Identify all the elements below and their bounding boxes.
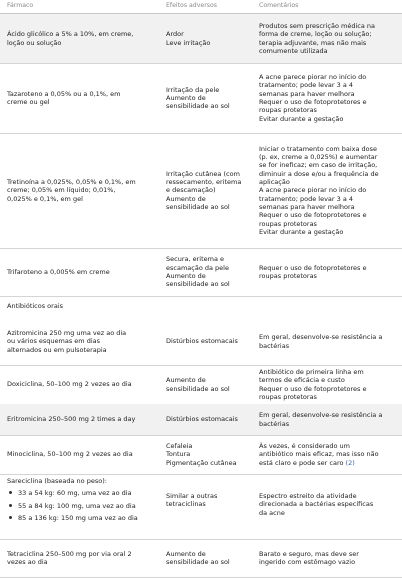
comments-cell-line: termos de eficácia e custo [259, 376, 345, 385]
drug-cell-line: 0,025% e 0,1%, em gel [7, 194, 83, 203]
table-row [0, 539, 402, 578]
section-heading-oral-antibiotics: Antibióticos orais [7, 302, 64, 310]
comments-cell-line: se for ineficaz; em caso de irritação, [259, 161, 378, 170]
comments-cell-line: direcionada a bactérias específicas [259, 500, 374, 509]
comments-cell-line [259, 459, 394, 467]
table-row [0, 435, 402, 475]
adverse-effects-cell [166, 133, 252, 248]
drug-cell-line: vezes ao dia [7, 558, 48, 566]
drug-cell [7, 404, 157, 435]
bullet-dot-icon [9, 516, 12, 519]
adverse-effects-cell-line: sensibilidade ao sol [166, 558, 230, 566]
adverse-effects-cell-line: tetraciclinas [166, 500, 206, 509]
drug-cell-line: alternados ou em pulsoterapia [7, 345, 107, 354]
comments-cell [259, 318, 394, 365]
adverse-effects-cell-line: Aumento de [166, 549, 206, 558]
adverse-effects-cell-line: sensibilidade ao sol [166, 384, 230, 393]
comments-cell-line: roupas protetoras [259, 272, 317, 280]
comments-cell-line: semanas para haver melhora [259, 89, 355, 98]
dose-bullet [7, 502, 157, 510]
comments-cell-line: aplicação [259, 178, 290, 187]
comments-cell-line: Requer o uso de fotoprotetores e [259, 263, 367, 272]
table-row [0, 63, 402, 134]
comments-cell [259, 435, 394, 474]
adverse-effects-cell-line: Tontura [166, 450, 191, 459]
adverse-effects-cell-line: Distúrbios estomacais [166, 337, 238, 346]
adverse-effects-cell-line: Aumento de [166, 93, 206, 102]
reference-link[interactable]: (2) [345, 458, 355, 467]
adverse-effects-cell [166, 404, 252, 435]
comments-cell-line: (p. ex, creme a 0,025%) e aumentar [259, 153, 378, 162]
drug-cell-line: Ácido glicólico a 5% a 10%, em creme, [7, 30, 134, 39]
drug-cell-line: Tretinoína a 0,025%, 0,05% e 0,1%, em [7, 178, 136, 187]
adverse-effects-cell [166, 63, 252, 133]
table-row [0, 404, 402, 436]
comments-cell-line: ingerido com estômago vazio [259, 558, 356, 566]
comments-cell-line: A acne parece piorar no início do [259, 186, 367, 195]
adverse-effects-cell-line: Aumento de [166, 376, 206, 385]
adverse-effects-cell-line: escamação da pele [166, 263, 229, 272]
comments-cell [259, 14, 394, 63]
table-row [0, 365, 402, 405]
table-row [0, 133, 402, 249]
comments-cell-line: roupas protetoras [259, 106, 317, 115]
comments-cell [259, 539, 394, 577]
comments-cell-line: A acne parece piorar no início do [259, 73, 367, 82]
adverse-effects-cell-line: Ardor [166, 30, 184, 39]
comments-cell-line: tratamento; pode levar 3 a 4 [259, 81, 354, 90]
comments-cell-line: tratamento; pode levar 3 a 4 [259, 194, 354, 203]
comments-cell-line: Antibiótico de primeira linha em [259, 367, 364, 376]
drug-cell-line: loção ou solução [7, 38, 62, 47]
drug-cell [7, 14, 157, 63]
dose-bullet-text: 33 a 54 kg: 60 mg, uma vez ao dia [18, 489, 132, 498]
adverse-effects-cell [166, 14, 252, 63]
bullet-dot-icon [9, 504, 12, 507]
drug-cell-line: Doxiciclina, 50–100 mg 2 vezes ao dia [7, 380, 132, 389]
adverse-effects-cell-line: sensibilidade ao sol [166, 202, 230, 211]
comments-cell-line: Iniciar o tratamento com baixa dose [259, 144, 378, 153]
comments-cell-line: roupas protetoras [259, 219, 317, 228]
comments-cell-line: Evitar durante a gestação [259, 227, 344, 236]
drug-cell [7, 63, 157, 133]
bullet-dot-icon [9, 491, 12, 494]
table-row [0, 318, 402, 366]
adverse-effects-cell-line: Distúrbios estomacais [166, 415, 238, 424]
dose-bullet [7, 514, 157, 522]
comments-cell-line: semanas para haver melhora [259, 202, 355, 211]
comments-cell-text: está claro e pode ser caro [259, 458, 346, 467]
table-row [0, 474, 402, 540]
adverse-effects-cell-line: e descamação) [166, 186, 216, 195]
comments-cell-line: bactérias [259, 419, 290, 428]
comments-cell-line: Produtos sem prescrição médica na [259, 21, 376, 30]
adverse-effects-cell-line: Aumento de [166, 194, 206, 203]
adverse-effects-cell [166, 539, 252, 577]
adverse-effects-cell-line: Similar a outras [166, 492, 218, 500]
drug-cell [7, 133, 157, 248]
drug-cell-line: creme ou gel [7, 98, 50, 106]
adverse-effects-cell [166, 365, 252, 404]
comments-cell-line: Requer o uso de fotoprotetores e [259, 98, 367, 106]
comments-cell-line: Às vezes, é considerado um [259, 442, 351, 451]
drug-cell [7, 248, 157, 296]
adverse-effects-cell-line: Secura, eritema e [166, 255, 225, 264]
adverse-effects-cell-line: Cefaleia [166, 442, 193, 451]
adverse-effects-cell-line: Irritação cutânea (com [166, 169, 240, 178]
comments-cell-line: antibiótico mais eficaz, mas isso não [259, 450, 379, 459]
comments-cell-line: Evitar durante a gestação [259, 114, 344, 123]
header-comments: Comentários [259, 2, 299, 9]
adverse-effects-cell-line: Aumento de [166, 272, 206, 280]
adverse-effects-cell-line: Leve irritação [166, 38, 211, 47]
header-drug: Fármaco [7, 2, 34, 9]
drug-cell-line: Eritromicina 250–500 mg 2 times a day [7, 415, 136, 424]
drug-cell-line: Trifaroteno a 0,005% em creme [7, 267, 110, 276]
adverse-effects-cell [166, 248, 252, 296]
adverse-effects-cell-line: ressecamento, eritema [166, 178, 242, 187]
adverse-effects-cell [166, 474, 252, 539]
drug-cell [7, 365, 157, 404]
comments-cell-line: Requer o uso de fotoprotetores e [259, 384, 367, 393]
comments-cell-line: Em geral, desenvolve-se resistência a [259, 333, 383, 342]
comments-cell-line: comumente utilizada [259, 46, 328, 55]
comments-cell-line: Requer o uso de fotoprotetores e [259, 211, 367, 220]
comments-cell-line: terapia adjuvante, mas não mais [259, 38, 367, 47]
drug-cell-line: Minociclina, 50–100 mg 2 vezes ao dia [7, 450, 133, 459]
comments-cell-line: Barato e seguro, mas deve ser [259, 549, 359, 558]
dose-bullet [7, 489, 157, 497]
comments-cell [259, 474, 394, 539]
adverse-effects-cell-line: sensibilidade ao sol [166, 280, 230, 289]
drug-cell-line: Tetraciclina 250–500 mg por via oral 2 [7, 549, 132, 558]
comments-cell [259, 63, 394, 133]
drug-cell [7, 539, 157, 577]
dose-bullet-text: 85 a 136 kg: 150 mg uma vez ao dia [18, 513, 138, 522]
adverse-effects-cell [166, 435, 252, 474]
drug-cell [7, 318, 157, 365]
comments-cell-line: Espectro estreito da atividade [259, 492, 357, 500]
comments-cell [259, 404, 394, 435]
table-header [0, 0, 402, 14]
comments-cell [259, 365, 394, 404]
adverse-effects-cell-line: Irritação da pele [166, 85, 220, 94]
comments-cell-line: bactérias [259, 341, 290, 350]
table-row [0, 248, 402, 297]
drug-cell-line: Azitromicina 250 mg uma vez ao dia [7, 329, 127, 338]
adverse-effects-cell-line: sensibilidade ao sol [166, 102, 230, 111]
adverse-effects-cell-line: Pigmentação cutânea [166, 458, 237, 467]
comments-cell-line: forma de creme, loção ou solução; [259, 30, 372, 39]
header-adverse-effects: Efeitos adversos [166, 2, 217, 9]
drug-cell-line: creme; 0,05% em líquido; 0,01%, [7, 186, 116, 195]
drug-cell [7, 474, 157, 539]
comments-cell-line: da acne [259, 508, 285, 517]
comments-cell [259, 248, 394, 296]
table-row [0, 14, 402, 64]
comments-cell-line: diminuir a dose e/ou a frequência de [259, 169, 379, 178]
drug-cell-line: Tazaroteno a 0,05% ou a 0,1%, em [7, 89, 121, 98]
comments-cell-line: roupas protetoras [259, 392, 317, 401]
drug-cell-line: Sareciclina (baseada no peso): [7, 477, 107, 485]
drug-cell [7, 435, 157, 474]
drug-cell-line: ou vários esquemas em dias [7, 337, 100, 346]
adverse-effects-cell [166, 318, 252, 365]
comments-cell-line: Em geral, desenvolve-se resistência a [259, 411, 383, 420]
dose-bullet-text: 55 a 84 kg: 100 mg, uma vez ao dia [18, 501, 136, 510]
comments-cell [259, 133, 394, 248]
